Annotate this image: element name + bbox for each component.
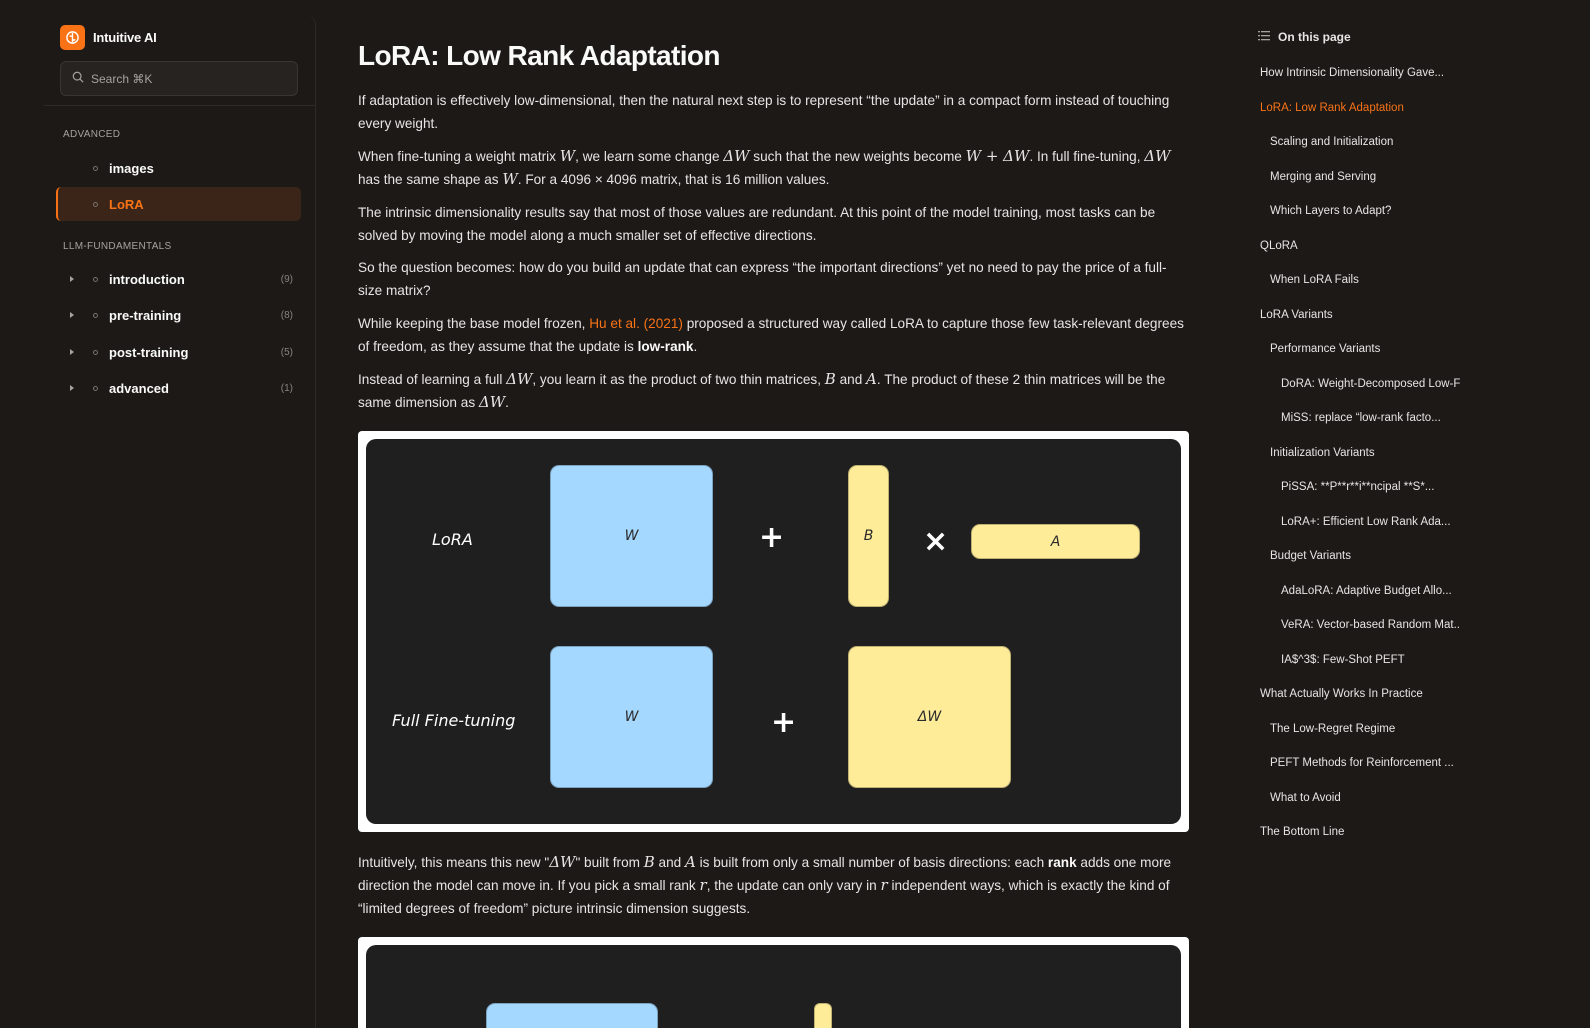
brain-icon [60, 25, 85, 50]
full-fine-tuning-row-label: Full Fine-tuning [392, 711, 516, 730]
matrix-delta-w [848, 646, 1011, 788]
math-w: W [559, 147, 576, 165]
text: While keeping the base model frozen, [358, 316, 590, 331]
bold-low-rank: low-rank [637, 339, 694, 354]
sidebar-item-label: pre-training [109, 307, 182, 323]
matrix-a [971, 524, 1140, 559]
sidebar-item-post-training[interactable] [56, 335, 301, 369]
text: and [654, 855, 685, 870]
toc-header [1258, 28, 1478, 46]
sidebar-item-lora[interactable] [56, 187, 301, 221]
toc-item[interactable]: PEFT Methods for Reinforcement ... [1270, 757, 1454, 769]
text: . [505, 395, 509, 410]
citation-link[interactable]: Hu et al. (2021) [589, 316, 683, 331]
text: When fine-tuning a weight matrix [358, 149, 560, 164]
toc-item[interactable]: VeRA: Vector-based Random Mat.. [1281, 619, 1460, 631]
toc-item[interactable]: Which Layers to Adapt? [1270, 205, 1392, 217]
bullet-icon [93, 166, 98, 171]
math-r: r [699, 876, 707, 894]
toc-item[interactable]: PiSSA: **P**r**i**ncipal **S*... [1281, 481, 1435, 493]
caret-right-icon[interactable] [70, 312, 74, 318]
rank-diagram-figure [358, 937, 1189, 1028]
toc-item[interactable]: What to Avoid [1270, 791, 1341, 804]
matrix-label: W [624, 528, 639, 544]
toc-item[interactable]: Budget Variants [1270, 550, 1351, 562]
math-b: B [643, 853, 655, 871]
toc-item[interactable]: What Actually Works In Practice [1260, 688, 1423, 700]
toc-item[interactable]: QLoRA [1260, 239, 1298, 252]
math-w: W [502, 170, 518, 188]
matrix-label: A [1050, 533, 1061, 550]
lora-row-label: LoRA [432, 530, 473, 549]
text: independent ways, which is exactly the kind of “limited degrees of freedom” picture intrinsic dimension suggests. [358, 878, 1170, 916]
diagram-canvas [366, 945, 1181, 1028]
text: has the same shape as [358, 172, 503, 187]
toc-item[interactable]: LoRA: Low Rank Adaptation [1260, 101, 1404, 114]
brand[interactable] [60, 25, 157, 50]
math-w-plus-delta-w: W + ΔW [965, 147, 1030, 165]
text: Instead of learning a full [358, 372, 507, 387]
math-delta-w: ΔW [478, 393, 506, 411]
sidebar-item-introduction[interactable] [56, 262, 301, 296]
bullet-icon [93, 202, 98, 207]
sidebar-item-images[interactable] [56, 151, 301, 185]
toc-item[interactable]: Merging and Serving [1270, 170, 1377, 183]
paragraph-intrinsic: The intrinsic dimensionality results say that most of those values are redundant. At this point of the model training, most tasks can be solved by moving the model along a much smaller set of effective directions. [358, 205, 1156, 243]
matrix-b [848, 465, 889, 607]
toc-item[interactable]: DoRA: Weight-Decomposed Low-F [1281, 377, 1461, 390]
sidebar-item-pre-training[interactable] [56, 298, 301, 332]
text: such that the new weights become [749, 149, 966, 164]
sidebar-divider [44, 105, 316, 106]
paragraph-hu-et-al [358, 312, 1190, 358]
matrix-label: ΔW [917, 709, 942, 725]
math-a: A [866, 370, 877, 388]
toc-item[interactable]: The Low-Regret Regime [1270, 722, 1396, 735]
caret-right-icon[interactable] [70, 349, 74, 355]
toc-item[interactable]: When LoRA Fails [1270, 274, 1359, 286]
page-title: LoRA: Low Rank Adaptation [358, 40, 720, 71]
bullet-icon [93, 277, 98, 282]
text: . In full fine-tuning, [1029, 149, 1145, 164]
text: proposed a structured way called LoRA to capture those few task-relevant degrees of freedom, as they assume that the update is [358, 316, 1184, 354]
math-b: B [824, 370, 836, 388]
diagram-canvas [366, 439, 1181, 824]
bullet-icon [93, 386, 98, 391]
math-a: A [685, 853, 696, 871]
toc-item[interactable]: MiSS: replace “low-rank facto... [1281, 412, 1441, 424]
text: . The product of these 2 thin matrices will be the same dimension as [358, 372, 1166, 410]
text: , the update can only vary in [706, 878, 881, 893]
sidebar-item-label: images [109, 160, 154, 176]
toc-item[interactable]: Scaling and Initialization [1270, 136, 1394, 148]
matrix-w-full [550, 646, 713, 788]
math-delta-w: ΔW [1144, 147, 1171, 165]
paragraph-intuition [358, 851, 1190, 920]
text: adds one more direction the model can move in. If you pick a small rank [358, 855, 1172, 893]
toc-title: On this page [1278, 30, 1351, 44]
bullet-icon [93, 350, 98, 355]
paragraph-question: So the question becomes: how do you build an update that can express “the important directions” yet no need to pay the price of a full-size matrix? [358, 260, 1167, 298]
item-count: (1) [280, 382, 293, 394]
toc-item[interactable]: LoRA+: Efficient Low Rank Ada... [1281, 515, 1451, 528]
text: is built from only a small number of basis directions: each [695, 855, 1048, 870]
item-count: (5) [280, 346, 293, 358]
brand-name: Intuitive AI [93, 30, 157, 45]
text: , you learn it as the product of two thin matrices, [532, 372, 825, 387]
caret-right-icon[interactable] [70, 276, 74, 282]
toc-item[interactable]: IA$^3$: Few-Shot PEFT [1281, 653, 1405, 666]
lora-diagram-figure [358, 431, 1189, 832]
bullet-icon [93, 313, 98, 318]
matrix-partial [486, 1003, 658, 1028]
search-icon [72, 71, 84, 86]
toc-item[interactable]: Performance Variants [1270, 343, 1381, 355]
toc-item[interactable]: The Bottom Line [1260, 826, 1345, 838]
text: . [693, 339, 698, 354]
left-sidebar [44, 15, 316, 1028]
sidebar-item-advanced[interactable] [56, 371, 301, 405]
item-count: (9) [280, 273, 293, 285]
table-of-contents [1258, 28, 1478, 838]
item-count: (8) [280, 309, 293, 321]
section-label-llm-fundamentals: LLM-FUNDAMENTALS [63, 241, 172, 252]
list-icon [1258, 30, 1270, 44]
search-placeholder: Search ⌘K [91, 71, 153, 86]
text: and [835, 372, 867, 387]
paragraph-product [358, 368, 1190, 414]
text: . For a 4096 × 4096 matrix, that is 16 million values. [517, 172, 830, 187]
text: " built from [575, 855, 644, 870]
matrix-w-lora [550, 465, 713, 607]
paragraph-fine-tuning [358, 145, 1190, 191]
text: , we learn some change [575, 149, 724, 164]
text: Intuitively, this means this new " [358, 855, 550, 870]
toc-item[interactable]: How Intrinsic Dimensionality Gave... [1260, 67, 1445, 79]
toc-item[interactable]: AdaLoRA: Adaptive Budget Allo... [1281, 584, 1452, 597]
math-delta-w: ΔW [506, 370, 533, 388]
math-r: r [880, 876, 888, 894]
sidebar-item-label: introduction [109, 271, 185, 287]
sidebar-item-label: advanced [109, 380, 169, 396]
math-delta-w: ΔW [549, 853, 576, 871]
section-label-advanced: ADVANCED [63, 129, 121, 140]
search-input[interactable] [60, 61, 298, 96]
matrix-label: W [624, 709, 639, 725]
sidebar-item-label: LoRA [109, 196, 144, 212]
times-icon: × [923, 524, 949, 559]
toc-item[interactable]: LoRA Variants [1260, 308, 1333, 321]
matrix-label: B [863, 528, 874, 544]
matrix-partial [814, 1003, 832, 1028]
paragraph-intro: If adaptation is effectively low-dimensional, then the natural next step is to represent “the update” in a compact form instead of touching every weight. [358, 93, 1170, 131]
caret-right-icon[interactable] [70, 385, 74, 391]
sidebar-item-label: post-training [109, 344, 189, 360]
math-delta-w: ΔW [723, 147, 750, 165]
plus-icon: + [771, 705, 797, 740]
bold-rank: rank [1047, 855, 1077, 870]
plus-icon: + [759, 520, 785, 555]
toc-item[interactable]: Initialization Variants [1270, 446, 1375, 459]
